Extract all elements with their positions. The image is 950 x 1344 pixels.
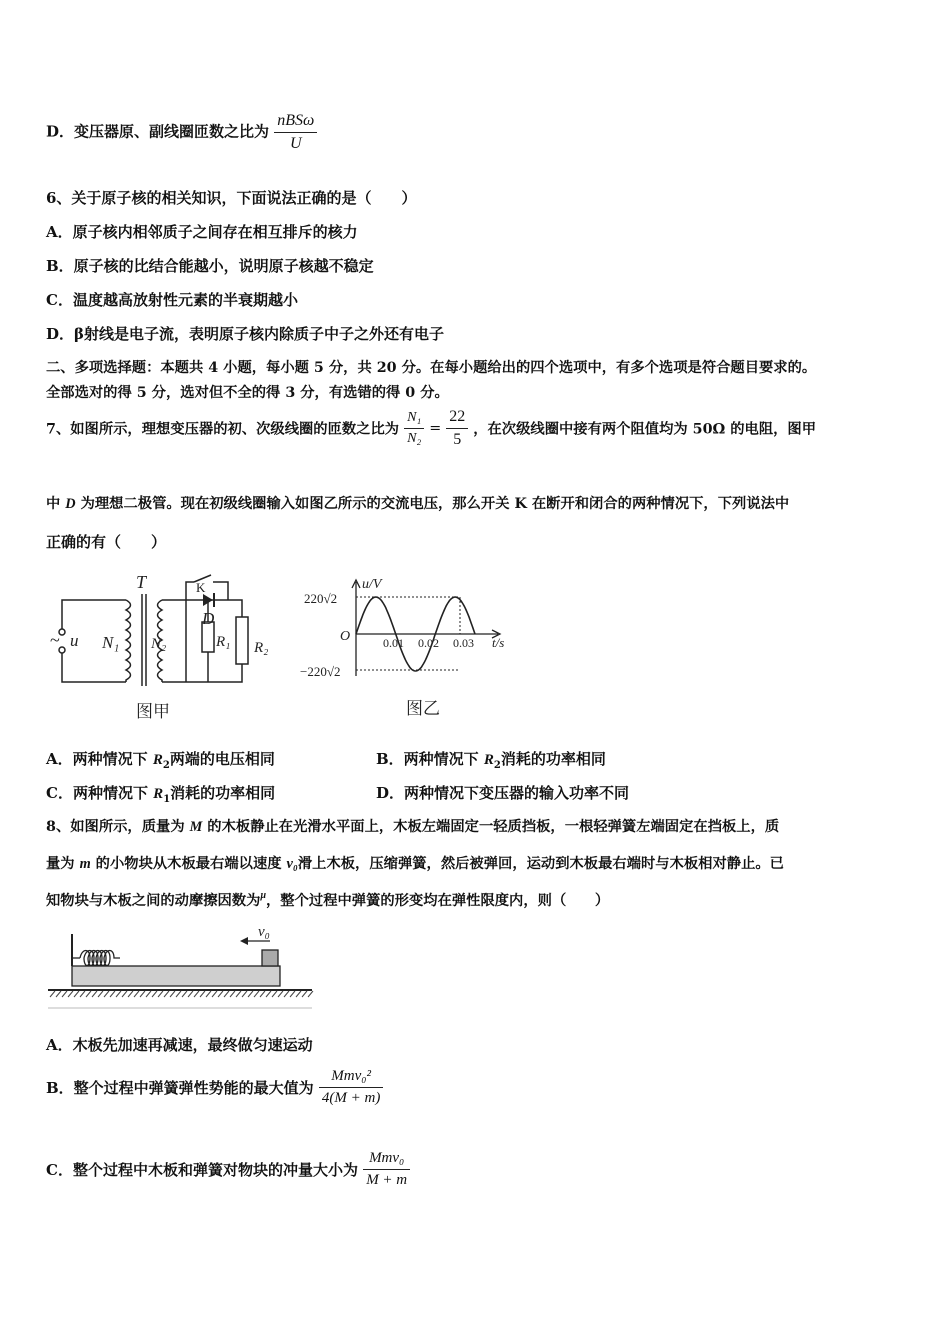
symbol: R [152, 752, 163, 768]
x-tick-label: 0.02 [418, 636, 439, 650]
text: 的木板静止在光滑水平面上，木板左端固定一轻质挡板，一根轻弹簧左端固定在挡板上，质 [202, 819, 780, 835]
y-min-label: −220√2 [300, 664, 341, 679]
text: 滑上木板，压缩弹簧，然后被弹回，运动到木板最右端时与木板相对静止。已 [297, 856, 784, 872]
text: D．两种情况下变压器的输入功率不同 [376, 784, 630, 802]
figure-b-caption: 图乙 [406, 699, 440, 719]
spring [80, 951, 120, 966]
figure-spring-board [46, 920, 316, 1012]
primary-coil [126, 600, 131, 682]
subscript: 1 [163, 794, 171, 805]
ratio-value-fraction [446, 408, 468, 449]
x-tick-label: 0.03 [453, 636, 474, 650]
option-label: D．变压器原、副线圈匝数之比为 [46, 122, 270, 141]
hatch-line [266, 991, 271, 997]
primary-wire-top [62, 600, 126, 632]
fraction-numerator: N₁ [404, 410, 424, 429]
hatch-line [188, 991, 193, 997]
x-axis-label: t/s [492, 635, 505, 650]
fraction-denominator: M + m [366, 1172, 408, 1188]
label-r2: R₂ [254, 640, 269, 656]
symbol-m-board: M [189, 819, 203, 835]
text: 消耗的功率相同 [170, 784, 276, 802]
label-r1: R₁ [216, 634, 231, 650]
fraction-denominator: N₂ [407, 431, 422, 446]
hatch-line [110, 991, 115, 997]
primary-wire-bottom [62, 650, 126, 682]
fraction-denominator: 4(M + m) [321, 1090, 381, 1106]
hatch-line [290, 991, 295, 997]
subscript: 2 [493, 760, 501, 771]
y-max-label: 220√2 [304, 591, 338, 606]
q6-option-c: C．温度越高放射性元素的半衰期越小 [46, 291, 298, 309]
hatch-line [200, 991, 205, 997]
hatch-line [284, 991, 289, 997]
hatch-line [242, 991, 247, 997]
hatch-line [278, 991, 283, 997]
q6-option-a: A．原子核内相邻质子之间存在相互排斥的核力 [46, 223, 358, 241]
switch-wire [186, 582, 194, 600]
q8-stem-line2 [46, 853, 784, 873]
resistor-r2 [236, 617, 248, 664]
hatch-line [50, 991, 55, 997]
velocity-arrowhead [240, 937, 248, 945]
hatch-line [98, 991, 103, 997]
q7-stem-pre: 7、如图所示，理想变压器的初、次级线圈的匝数之比为 [46, 421, 400, 438]
figure-a-caption: 图甲 [136, 702, 170, 722]
hatch-line [80, 991, 85, 997]
voltage-label-u: u [70, 631, 79, 650]
hatch-line [260, 991, 265, 997]
text: A．两种情况下 [46, 750, 153, 768]
symbol: R [153, 786, 164, 802]
label-d: D [202, 609, 215, 628]
hatch-line [68, 991, 73, 997]
text: 两端的电压相同 [169, 750, 275, 768]
fraction-numerator: Mmv₀ [363, 1150, 410, 1170]
q5-option-d [46, 112, 317, 153]
label-t: T [136, 572, 147, 592]
subscript: 2 [162, 760, 170, 771]
symbol-mu: μ [260, 890, 267, 901]
origin-label: O [340, 629, 351, 644]
hatch-line [74, 991, 79, 997]
text: B．两种情况下 [376, 750, 484, 768]
velocity-label: v₀ [258, 924, 270, 940]
hatch-line [296, 991, 301, 997]
hatch-line [140, 991, 145, 997]
label-n2: N₂ [151, 636, 167, 652]
hatch-line [176, 991, 181, 997]
q8-option-b [46, 1068, 383, 1107]
figure-b-waveform [300, 572, 522, 722]
fraction-numerator: nBSω [274, 112, 317, 133]
hatch-line [86, 991, 91, 997]
hatch-line [146, 991, 151, 997]
hatch-line [62, 991, 67, 997]
label-n1: N₁ [102, 633, 120, 652]
hatch-line [164, 991, 169, 997]
hatch-line [92, 991, 97, 997]
q7-stem-line2 [46, 493, 789, 513]
hatch-line [170, 991, 175, 997]
fraction-numerator: 22 [446, 408, 468, 429]
q7-stem-line3: 正确的有（ ） [46, 533, 167, 551]
symbol-v0: v₀ [286, 856, 298, 872]
figure-a-circuit [46, 572, 296, 727]
text: 的小物块从木板最右端以速度 [90, 856, 287, 872]
text: 8、如图所示，质量为 [46, 819, 190, 835]
hatch-line [212, 991, 217, 997]
q6-option-b: B．原子核的比结合能越小，说明原子核越不稳定 [46, 257, 374, 275]
hatch-line [116, 991, 121, 997]
section-header: 二、多项选择题：本题共 4 小题，每小题 5 分，共 20 分。在每小题给出的四个选项中，有多个选项是符合题目要求的。 [46, 360, 817, 376]
terminal [59, 629, 65, 635]
option-label: C．整个过程中木板和弹簧对物块的冲量大小为 [46, 1161, 358, 1179]
secondary-wire-bottom [162, 664, 242, 682]
turns-ratio-fraction [404, 410, 424, 447]
hatch-line [122, 991, 127, 997]
fraction-denominator: U [290, 135, 302, 152]
text: 为理想二极管。现在初级线圈输入如图乙所示的交流电压，那么开关 K 在断开和闭合的两种情况下，下列说法中 [75, 496, 790, 512]
hatch-line [104, 991, 109, 997]
text: ，整个过程中弹簧的形变均在弹性限度内，则（ ） [266, 893, 610, 909]
hatch-line [194, 991, 199, 997]
hatch-line [224, 991, 229, 997]
q7-option-a [46, 748, 275, 771]
hatch-line [302, 991, 307, 997]
text: 量为 [46, 856, 80, 872]
tilde-symbol: ~ [50, 630, 60, 650]
hatch-line [56, 991, 61, 997]
q8-option-c [46, 1150, 410, 1189]
hatch-line [248, 991, 253, 997]
hatch-line [206, 991, 211, 997]
text: 消耗的功率相同 [500, 750, 606, 768]
hatch-line [134, 991, 139, 997]
section-header-line2: 全部选对的得 5 分，选对但不全的得 3 分，有选错的得 0 分。 [46, 385, 449, 401]
symbol: R [483, 752, 494, 768]
text: 知物块与木板之间的动摩擦因数为 [46, 893, 261, 909]
hatch-line [182, 991, 187, 997]
symbol-m-block: m [79, 856, 91, 872]
hatch-line [218, 991, 223, 997]
fraction-numerator: Mmv₀² [319, 1068, 383, 1088]
equals-sign: = [429, 420, 442, 437]
hatch-line [272, 991, 277, 997]
q8-option-a: A．木板先加速再减速，最终做匀速运动 [46, 1036, 313, 1054]
board [72, 966, 280, 986]
x-tick-label: 0.01 [383, 636, 404, 650]
q7-stem-line1 [46, 408, 816, 449]
text: C．两种情况下 [46, 784, 154, 802]
q7-option-b [376, 748, 606, 771]
hatch-line [152, 991, 157, 997]
fraction-denominator: 5 [453, 431, 462, 448]
q8-stem-line3 [46, 890, 609, 910]
q7-option-c [46, 782, 275, 805]
option-label: B．整个过程中弹簧弹性势能的最大值为 [46, 1079, 314, 1097]
ground-hatching [50, 991, 313, 997]
text: 中 [46, 496, 66, 512]
label-k: K [196, 580, 206, 595]
switch-wire [213, 582, 228, 600]
hatch-line [308, 991, 313, 997]
fraction [363, 1150, 410, 1189]
q7-option-d [376, 782, 629, 803]
fraction [319, 1068, 383, 1107]
q6-option-d: D．β射线是电子流，表明原子核内除质子中子之外还有电子 [46, 325, 444, 343]
q7-stem-post: ，在次级线圈中接有两个阻值均为 50Ω 的电阻，图甲 [473, 421, 817, 438]
hatch-line [128, 991, 133, 997]
terminal [59, 647, 65, 653]
q6-stem: 6、关于原子核的相关知识，下面说法正确的是（ ） [46, 189, 417, 207]
q8-stem-line1 [46, 816, 779, 836]
diode-symbol: D [65, 496, 76, 512]
hatch-line [236, 991, 241, 997]
y-axis-label: u/V [362, 577, 382, 592]
hatch-line [230, 991, 235, 997]
hatch-line [158, 991, 163, 997]
block [262, 950, 278, 966]
fraction [274, 112, 317, 153]
hatch-line [254, 991, 259, 997]
